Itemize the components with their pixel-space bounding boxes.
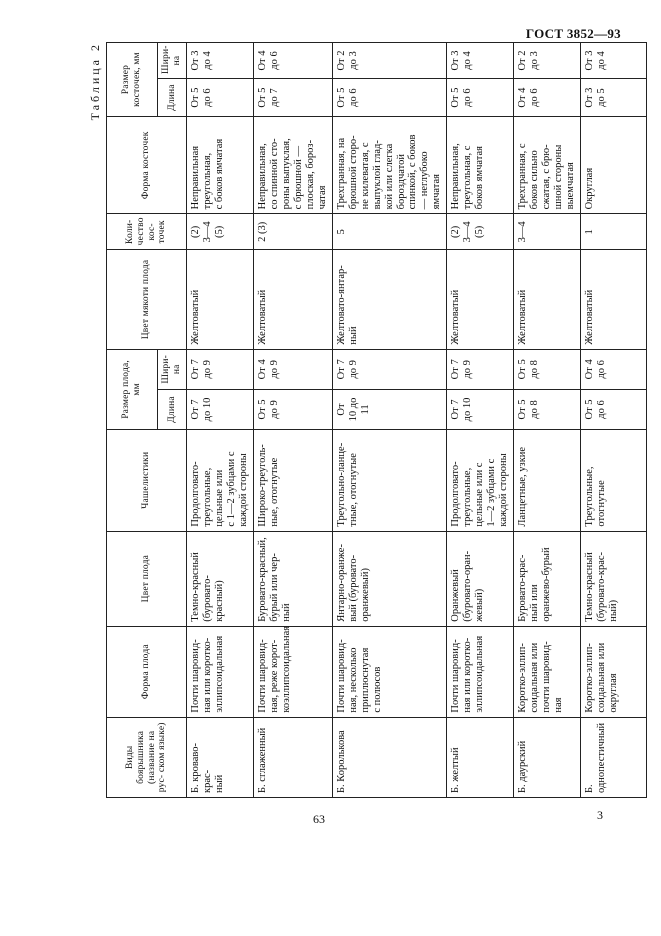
cell-stone-count: (2) 3—4 (5) <box>447 214 514 250</box>
cell-sepals: Треугольные, отогнутые <box>581 430 647 532</box>
cell-fruit-length: От 5 до 9 <box>253 389 332 429</box>
col-fruit-size: Размер плода, мм <box>107 349 158 429</box>
cell-fruit-shape: Коротко-эллип- соидальная или округлая <box>581 626 647 717</box>
cell-fruit-width: От 7 до 9 <box>332 349 447 389</box>
cell-stone-length: От 5 до 7 <box>253 79 332 117</box>
col-stone-length: Длина <box>158 79 187 117</box>
cell-stone-length: От 5 до 6 <box>187 79 254 117</box>
corner-number: 3 <box>597 808 603 822</box>
col-stone-shape: Форма косточек <box>107 117 187 214</box>
cell-fruit-color: Темно-красный (буровато-красный) <box>187 531 254 626</box>
cell-species: Б. желтый <box>447 717 514 797</box>
cell-fruit-shape: Почти шаровид- ная, реже корот- коэллипсоидальная <box>253 626 332 717</box>
col-sepals: Чашелистики <box>107 430 187 532</box>
cell-fruit-length: От 5 до 8 <box>514 389 581 429</box>
cell-fruit-color: Янтарно-оранже- вый (буровато- оранжевый) <box>332 531 447 626</box>
cell-fruit-width: От 5 до 8 <box>514 349 581 389</box>
cell-fruit-shape: Коротко-эллип- соидальная или почти шаровид- ная <box>514 626 581 717</box>
col-fruit-width: Шири- на <box>158 349 187 389</box>
page-number: 63 <box>313 812 325 826</box>
cell-stone-width: От 3 до 4 <box>581 43 647 79</box>
cell-fruit-width: От 7 до 9 <box>187 349 254 389</box>
cell-fruit-color: Буровато-крас- ный или оранжево-бурый <box>514 531 581 626</box>
cell-stone-width: От 2 до 3 <box>332 43 447 79</box>
cell-fruit-width: От 7 до 9 <box>447 349 514 389</box>
cell-stone-shape: Неправильная, со спинной сто- роны выпуклая, с брюшной — плоская, бороз- чатая <box>253 117 332 214</box>
cell-fruit-length: От 7 до 10 <box>187 389 254 429</box>
col-stone-size: Размер косточек, мм <box>107 43 158 117</box>
cell-stone-shape: Округлая <box>581 117 647 214</box>
cell-pulp-color: Желтоватый <box>514 250 581 349</box>
table-caption: Таблица 2 <box>88 42 102 121</box>
cell-sepals: Треугольно-ланце- тные, отогнутые <box>332 430 447 532</box>
cell-sepals: Ланцетные, узкие <box>514 430 581 532</box>
col-fruit-shape: Форма плода <box>107 626 187 717</box>
cell-species: Б. кроваво-крас- ный <box>187 717 254 797</box>
header-row-top <box>107 43 158 798</box>
rotated-table-region <box>88 42 648 798</box>
table-row <box>332 43 447 798</box>
cell-pulp-color: Желтоватый <box>187 250 254 349</box>
cell-stone-width: От 3 до 4 <box>447 43 514 79</box>
cell-fruit-color: Буровато-красный, бурый или чер- ный <box>253 531 332 626</box>
cell-stone-count: 2 (3) <box>253 214 332 250</box>
cell-fruit-width: От 4 до 6 <box>581 349 647 389</box>
col-stone-width: Шири- на <box>158 43 187 79</box>
cell-sepals: Продолговато- треугольные, цельные или с 1—2 зубцами с каждой стороны <box>187 430 254 532</box>
cell-stone-shape: Неправильная треугольная, с боков ямчатая <box>187 117 254 214</box>
data-table <box>106 42 647 798</box>
col-fruit-color: Цвет плода <box>107 531 187 626</box>
table-row <box>253 43 332 798</box>
cell-pulp-color: Желтовато-янтар- ный <box>332 250 447 349</box>
cell-species: Б. однопестичный <box>581 717 647 797</box>
cell-sepals: Широко-треуголь- ные, отогнутые <box>253 430 332 532</box>
col-fruit-length: Длина <box>158 389 187 429</box>
table-row <box>514 43 581 798</box>
cell-stone-width: От 2 до 3 <box>514 43 581 79</box>
cell-fruit-shape: Почти шаровид- ная, несколько приплюснутая с полюсов <box>332 626 447 717</box>
cell-fruit-shape: Почти шаровид- ная или коротко- эллипсоидальная <box>447 626 514 717</box>
cell-fruit-length: От 7 до 10 <box>447 389 514 429</box>
cell-pulp-color: Желтоватый <box>253 250 332 349</box>
doc-code: ГОСТ 3852—93 <box>525 26 621 41</box>
cell-fruit-color: Темно-красный (буровато-крас- ный) <box>581 531 647 626</box>
cell-stone-count: 3—4 <box>514 214 581 250</box>
cell-stone-count: 1 <box>581 214 647 250</box>
cell-stone-length: От 4 до 6 <box>514 79 581 117</box>
cell-stone-length: От 5 до 6 <box>447 79 514 117</box>
cell-stone-count: (2) 3—4 (5) <box>187 214 254 250</box>
cell-stone-width: От 4 до 6 <box>253 43 332 79</box>
col-stone-count: Коли- чество кос- точек <box>107 214 187 250</box>
table-row <box>581 43 647 798</box>
cell-species: Б. даурский <box>514 717 581 797</box>
cell-pulp-color: Желтоватый <box>581 250 647 349</box>
cell-stone-length: От 3 до 5 <box>581 79 647 117</box>
col-species: Виды боярышника (название на рус- ском языке) <box>107 717 187 797</box>
cell-fruit-length: От 10 до 11 <box>332 389 447 429</box>
cell-stone-shape: Трехгранная, с боков сильно сжатая, с брю- шной стороны выемчатая <box>514 117 581 214</box>
cell-fruit-length: От 5 до 6 <box>581 389 647 429</box>
col-pulp-color: Цвет мякоти плода <box>107 250 187 349</box>
cell-species: Б. сглаженный <box>253 717 332 797</box>
cell-stone-count: 5 <box>332 214 447 250</box>
cell-stone-length: От 5 до 6 <box>332 79 447 117</box>
cell-stone-shape: Трехгранная, на брюшной сторо- не килеватая, с выпуклой глад- кой или слегка бороздчатой спинкой, с боков — неглубоко ямчатая <box>332 117 447 214</box>
cell-fruit-width: От 4 до 9 <box>253 349 332 389</box>
cell-sepals: Продолговато- треугольные, цельные или с 1—2 зубцами с каждой стороны <box>447 430 514 532</box>
table-row <box>447 43 514 798</box>
cell-stone-width: От 3 до 4 <box>187 43 254 79</box>
cell-fruit-color: Оранжевый (буровато-оран- жевый) <box>447 531 514 626</box>
cell-stone-shape: Неправильная, треугольная, с боков ямчатая <box>447 117 514 214</box>
cell-species: Б. Королькова <box>332 717 447 797</box>
table-row <box>187 43 254 798</box>
cell-pulp-color: Желтоватый <box>447 250 514 349</box>
cell-fruit-shape: Почти шаровид- ная или коротко- эллипсоидальная <box>187 626 254 717</box>
